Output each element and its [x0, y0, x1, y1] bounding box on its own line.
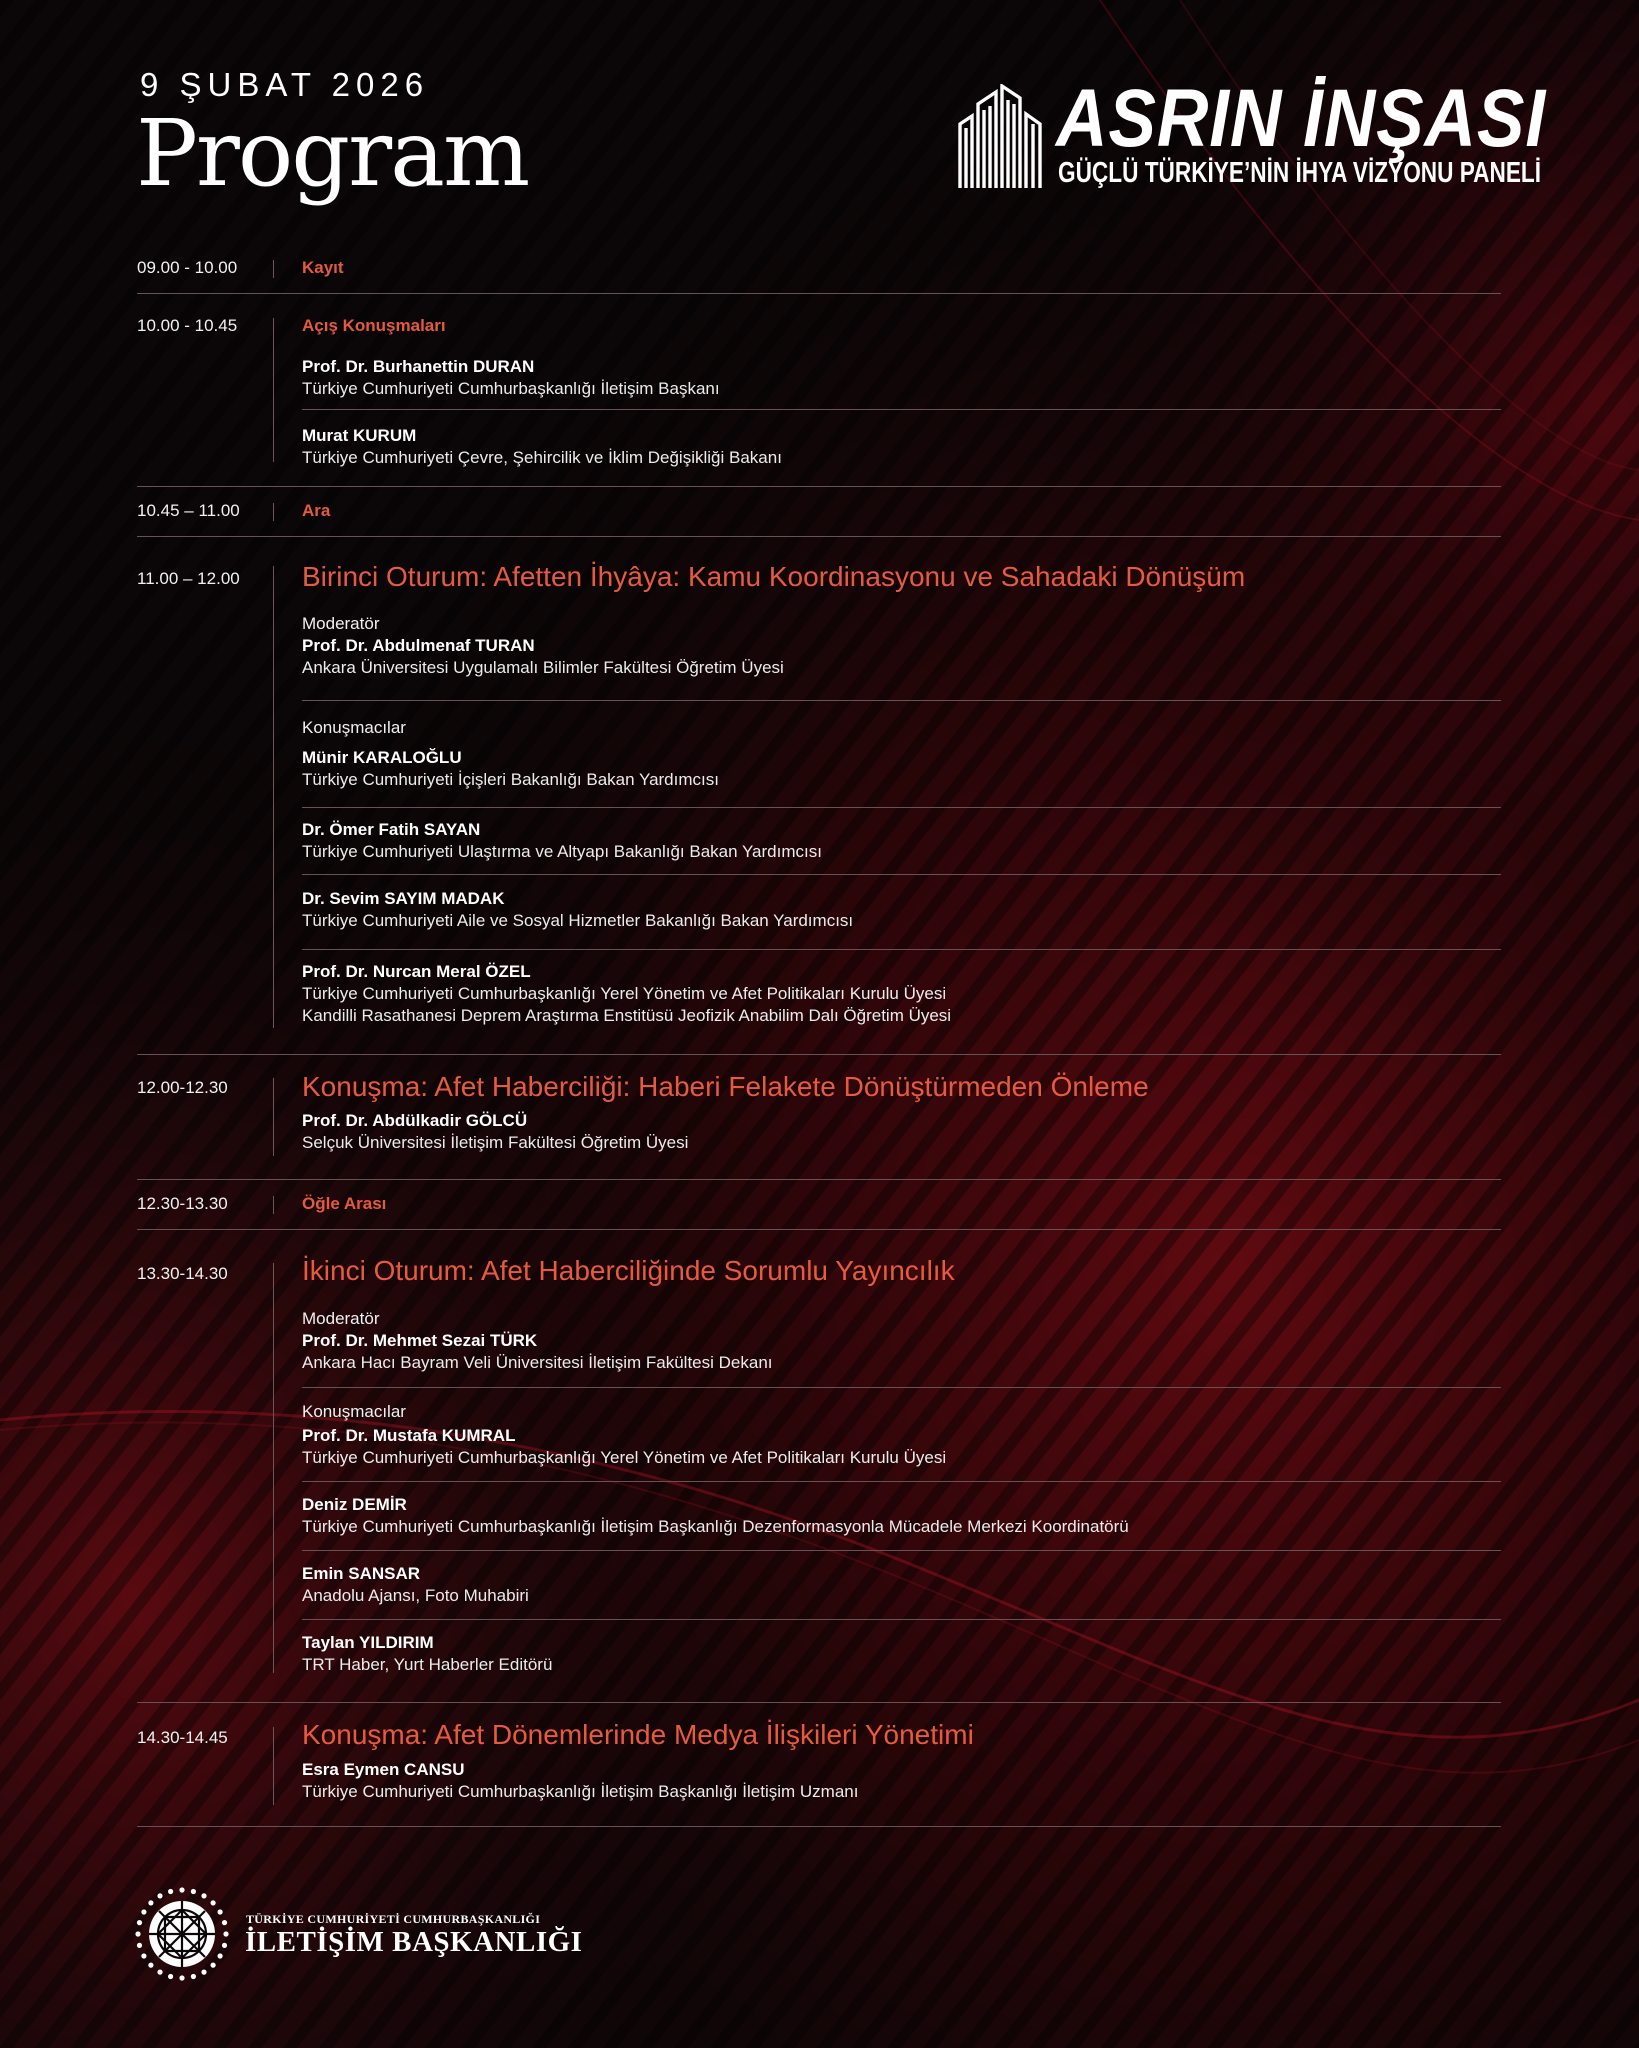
speakers-label: Konuşmacılar — [302, 1402, 406, 1421]
session-title-birinci-oturum: Birinci Oturum: Afetten İhyâya: Kamu Koordinasyonu ve Sahadaki Dönüşüm — [302, 561, 1246, 592]
time-konusma-1: 12.00-12.30 — [137, 1078, 228, 1097]
speaker-title: Türkiye Cumhuriyeti Çevre, Şehircilik ve İklim Değişikliği Bakanı — [302, 448, 782, 467]
speaker-name: Taylan YILDIRIM — [302, 1633, 434, 1652]
logo-title: ASRIN İNŞASI — [1056, 73, 1547, 164]
divider — [302, 700, 1501, 701]
divider — [302, 1387, 1501, 1388]
session-kayit: Kayıt — [302, 258, 344, 277]
moderator-label: Moderatör — [302, 614, 380, 633]
time-separator — [273, 503, 274, 521]
speaker-title: Türkiye Cumhuriyeti Cumhurbaşkanlığı Yerel Yönetim ve Afet Politikaları Kurulu Üyesi — [302, 984, 947, 1003]
divider — [137, 536, 1501, 537]
speaker-name: Prof. Dr. Abdülkadir GÖLCÜ — [302, 1111, 528, 1130]
divider — [302, 1619, 1501, 1620]
speaker-title: Kandilli Rasathanesi Deprem Araştırma Enstitüsü Jeofizik Anabilim Dalı Öğretim Üyesi — [302, 1006, 952, 1025]
divider — [137, 1229, 1501, 1230]
divider — [302, 409, 1501, 410]
speaker-name: Prof. Dr. Nurcan Meral ÖZEL — [302, 962, 531, 981]
speaker-title: Türkiye Cumhuriyeti Cumhurbaşkanlığı İletişim Başkanlığı İletişim Uzmanı — [302, 1782, 859, 1801]
moderator-title: Ankara Hacı Bayram Veli Üniversitesi İletişim Fakültesi Dekanı — [302, 1353, 773, 1372]
speaker-name: Deniz DEMİR — [302, 1495, 407, 1514]
divider — [302, 949, 1501, 950]
time-separator — [273, 1727, 274, 1805]
speaker-title: Türkiye Cumhuriyeti Ulaştırma ve Altyapı Bakanlığı Bakan Yardımcısı — [302, 842, 822, 861]
event-date: 9 ŞUBAT 2026 — [140, 66, 430, 103]
speaker-title: TRT Haber, Yurt Haberler Editörü — [302, 1655, 553, 1674]
divider — [137, 293, 1501, 294]
footer-org-subtitle: TÜRKİYE CUMHURİYETİ CUMHURBAŞKANLIĞI — [246, 1912, 541, 1926]
time-birinci-oturum: 11.00 – 12.00 — [137, 569, 240, 588]
speaker-name: Prof. Dr. Mustafa KUMRAL — [302, 1426, 516, 1445]
logo-subtitle: GÜÇLÜ TÜRKİYE’NİN İHYA VİZYONU PANELİ — [1058, 157, 1542, 189]
time-separator — [273, 566, 274, 1028]
divider — [137, 1179, 1501, 1180]
time-acilis: 10.00 - 10.45 — [137, 316, 238, 335]
time-separator — [273, 1263, 274, 1673]
moderator-name: Prof. Dr. Mehmet Sezai TÜRK — [302, 1331, 538, 1350]
speaker-title: Türkiye Cumhuriyeti Cumhurbaşkanlığı İletişim Başkanlığı Dezenformasyonla Mücadele Merkezi Koordinatörü — [302, 1517, 1129, 1536]
speaker-title: Türkiye Cumhuriyeti İçişleri Bakanlığı Bakan Yardımcısı — [302, 770, 719, 789]
speaker-title: Türkiye Cumhuriyeti Cumhurbaşkanlığı Yerel Yönetim ve Afet Politikaları Kurulu Üyesi — [302, 1448, 947, 1467]
session-ara: Ara — [302, 501, 331, 520]
session-title-konusma-1: Konuşma: Afet Haberciliği: Haberi Felakete Dönüştürmeden Önleme — [302, 1071, 1149, 1102]
divider — [137, 1054, 1501, 1055]
speaker-name: Murat KURUM — [302, 426, 417, 445]
session-title-ikinci-oturum: İkinci Oturum: Afet Haberciliğinde Sorumlu Yayıncılık — [302, 1255, 955, 1286]
time-ara: 10.45 – 11.00 — [137, 501, 240, 520]
speaker-name: Prof. Dr. Burhanettin DURAN — [302, 357, 535, 376]
session-ogle-arasi: Öğle Arası — [302, 1194, 387, 1213]
footer-org-name: İLETİŞİM BAŞKANLIĞI — [245, 1926, 583, 1958]
event-logo — [958, 73, 1547, 192]
divider — [137, 486, 1501, 487]
session-acilis: Açış Konuşmaları — [302, 316, 446, 335]
time-separator — [273, 1196, 274, 1214]
time-kayit: 09.00 - 10.00 — [137, 258, 238, 277]
time-separator — [273, 318, 274, 462]
speaker-name: Dr. Sevim SAYIM MADAK — [302, 889, 505, 908]
time-konusma-2: 14.30-14.45 — [137, 1728, 228, 1747]
page-title: Program — [136, 100, 529, 207]
time-ikinci-oturum: 13.30-14.30 — [137, 1264, 228, 1283]
moderator-title: Ankara Üniversitesi Uygulamalı Bilimler Fakültesi Öğretim Üyesi — [302, 658, 784, 677]
divider — [137, 1826, 1501, 1827]
divider — [302, 1481, 1501, 1482]
speaker-title: Türkiye Cumhuriyeti Cumhurbaşkanlığı İletişim Başkanı — [302, 379, 720, 398]
session-title-konusma-2: Konuşma: Afet Dönemlerinde Medya İlişkileri Yönetimi — [302, 1719, 974, 1750]
time-ogle-arasi: 12.30-13.30 — [137, 1194, 228, 1213]
moderator-name: Prof. Dr. Abdulmenaf TURAN — [302, 636, 535, 655]
time-separator — [273, 1078, 274, 1156]
divider — [302, 1550, 1501, 1551]
divider — [302, 807, 1501, 808]
speaker-title: Anadolu Ajansı, Foto Muhabiri — [302, 1586, 529, 1605]
speaker-name: Emin SANSAR — [302, 1564, 421, 1583]
presidency-emblem-icon — [132, 1884, 232, 1984]
speaker-name: Esra Eymen CANSU — [302, 1760, 465, 1779]
speaker-title: Selçuk Üniversitesi İletişim Fakültesi Öğretim Üyesi — [302, 1133, 689, 1152]
time-separator — [273, 260, 274, 278]
speakers-label: Konuşmacılar — [302, 718, 406, 737]
speaker-name: Münir KARALOĞLU — [302, 748, 462, 767]
speaker-title: Türkiye Cumhuriyeti Aile ve Sosyal Hizmetler Bakanlığı Bakan Yardımcısı — [302, 911, 854, 930]
building-skyline-icon — [958, 84, 1042, 190]
moderator-label: Moderatör — [302, 1309, 380, 1328]
speaker-name: Dr. Ömer Fatih SAYAN — [302, 820, 481, 839]
divider — [302, 874, 1501, 875]
divider — [137, 1702, 1501, 1703]
